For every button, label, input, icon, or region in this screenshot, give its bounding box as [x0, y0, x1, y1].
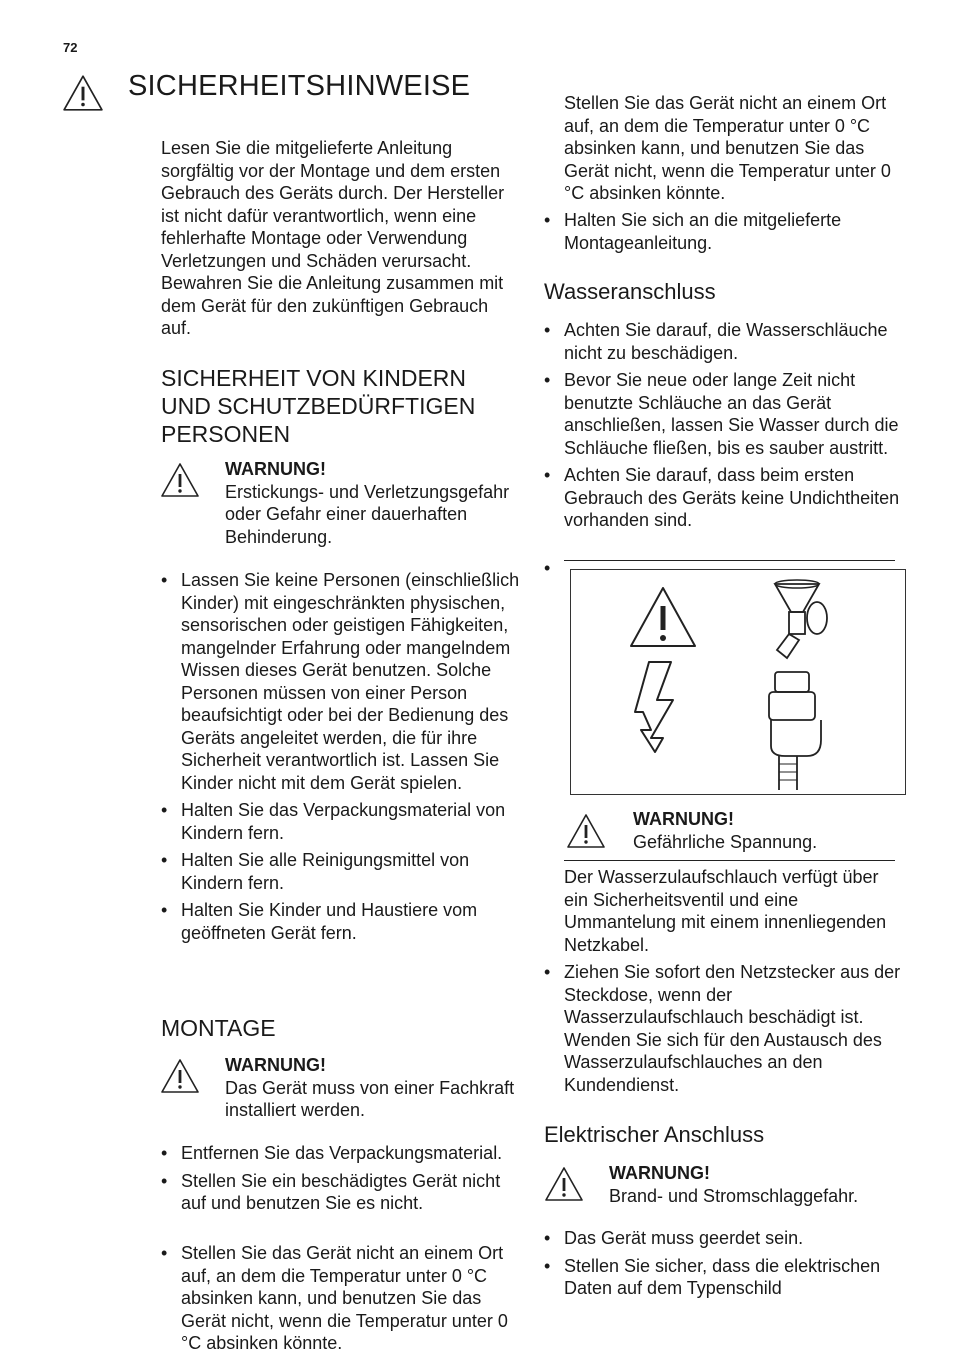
montage-bullet-list [161, 1142, 521, 1220]
elektrik-bullet-list [544, 1227, 904, 1300]
list-item: • Achten Sie darauf, die Wasserschläuche nicht zu beschädigen. [544, 319, 904, 364]
warning-text: Brand- und Stromschlaggefahr. [609, 1185, 859, 1206]
wasser-heading: Wasseranschluss [544, 279, 716, 304]
warning-title: WARNUNG! [225, 459, 326, 479]
list-item: • Halten Sie das Verpackungsmaterial von Kindern fern. [161, 799, 521, 844]
kids-bullet-list [161, 569, 521, 944]
list-item: • Das Gerät muss geerdet sein. [544, 1227, 904, 1250]
list-item: • Ziehen Sie sofort den Netzstecker aus der Steckdose, wenn der Wasserzulaufschlauch beschädigt ist. Wenden Sie sich für den Austausch des Wasserzulaufschlauches an den Kundendienst. [544, 961, 904, 1096]
warning-triangle-icon [160, 1058, 200, 1094]
list-item: • Stellen Sie sicher, dass die elektrischen Daten auf dem Typenschild [544, 1255, 904, 1300]
warning-title: WARNUNG! [225, 1055, 326, 1075]
warning-title: WARNUNG! [633, 809, 734, 829]
hose-warning-illustration [570, 569, 906, 795]
kids-heading: SICHERHEIT VON KINDERN UND SCHUTZBEDÜRFTIGEN PERSONEN [161, 365, 476, 447]
divider [564, 860, 895, 861]
wasser-bullet-list [544, 319, 904, 532]
warning-triangle-icon [566, 813, 606, 849]
warning-triangle-icon [62, 74, 104, 112]
montage-bullet-continuation-text [564, 93, 904, 204]
list-item: • Stellen Sie das Gerät nicht an einem Ort auf, an dem die Temperatur unter 0 °C absinken kann, und benutzen Sie das Gerät nicht, wenn die Temperatur unter 0 °C absinken könnte. [161, 1242, 521, 1355]
wasser-info-text: Der Wasserzulaufschlauch verfügt über ein Sicherheitsventil und eine Ummantelung mit einem innenliegenden Netzkabel. [564, 867, 887, 955]
warning-triangle-icon [160, 462, 200, 498]
list-item: • Achten Sie darauf, dass beim ersten Gebrauch des Geräts keine Undichtheiten vorhanden sind. [544, 464, 904, 532]
list-item: • Lassen Sie keine Personen (einschließlich Kinder) mit eingeschränkten physischen, sensorischen oder geistigen Fähigkeiten, mangelnder Erfahrung oder mangelndem Wissen dieses Gerät benutzen. Solche Personen müssen von einer Person beaufsichtigt oder bei der Bedienung des Geräts angeleitet werden, die für ihre Sicherheit verantwortlich ist. Lassen Sie Kinder nicht mit dem Gerät spielen. [161, 569, 521, 794]
warning-text: Erstickungs- und Verletzungsgefahr oder Gefahr einer dauerhaften Behinderung. [225, 481, 510, 547]
page-title: SICHERHEITSHINWEISE [128, 70, 471, 102]
list-item-continued: Stellen Sie das Gerät nicht an einem Ort auf, an dem die Temperatur unter 0 °C absinken kann, und benutzen Sie das Gerät nicht, wenn die Temperatur unter 0 °C absinken könnte. [564, 93, 891, 203]
list-item: • Halten Sie alle Reinigungsmittel von Kindern fern. [161, 849, 521, 894]
page-number: 72 [63, 40, 78, 55]
elektrik-warning [609, 1162, 899, 1207]
wasser-after-bullet-list [544, 961, 904, 1096]
divider [564, 560, 895, 561]
warning-triangle-icon [544, 1166, 584, 1202]
warning-text: Gefährliche Spannung. [633, 831, 818, 852]
kids-warning [225, 458, 515, 548]
elektrik-heading: Elektrischer Anschluss [544, 1122, 765, 1147]
warning-text: Das Gerät muss von einer Fachkraft installiert werden. [225, 1077, 515, 1120]
bullet-marker: • [544, 558, 551, 578]
wasser-warning [633, 808, 903, 853]
list-item: • Bevor Sie neue oder lange Zeit nicht benutzte Schläuche an das Gerät anschließen, lassen Sie Wasser durch die Schläuche fließen, bis es sauber austritt. [544, 369, 904, 459]
montage-bullet-split [161, 1242, 521, 1353]
montage-heading: MONTAGE [161, 1015, 276, 1041]
list-item: • Entfernen Sie das Verpackungsmaterial. [161, 1142, 521, 1165]
intro-text: Lesen Sie die mitgelieferte Anleitung sorgfältig vor der Montage und dem ersten Gebrauch des Geräts durch. Der Hersteller ist nicht dafür verantwortlich, wenn eine fehlerhafte Montage oder Verwendung Verletzungen und Schäden verursacht. Bewahren Sie die Anleitung zusammen mit dem Gerät für den zukünftigen Gebrauch auf. [161, 138, 505, 338]
montage-warning [225, 1054, 515, 1122]
list-item: • Halten Sie Kinder und Haustiere vom geöffneten Gerät fern. [161, 899, 521, 944]
list-item: • Halten Sie sich an die mitgelieferte Montageanleitung. [544, 209, 904, 254]
list-item: • Stellen Sie ein beschädigtes Gerät nicht auf und benutzen Sie es nicht. [161, 1170, 521, 1215]
warning-title: WARNUNG! [609, 1163, 710, 1183]
montage-bullet-list-continued [544, 209, 904, 254]
